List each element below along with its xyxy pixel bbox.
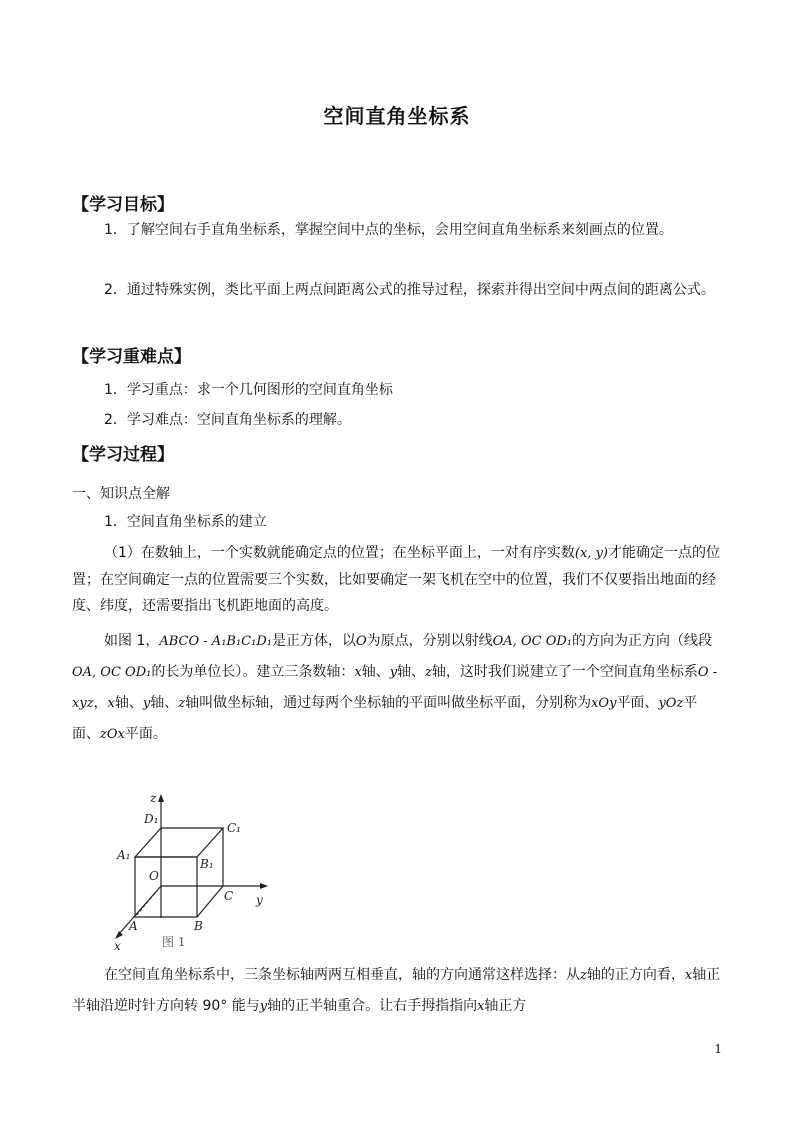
page-title: 空间直角坐标系	[323, 104, 471, 128]
section-heading-keypoints: 【学习重难点】	[72, 347, 191, 367]
z-arrow	[158, 794, 164, 802]
label-y: y	[256, 893, 263, 907]
paragraph-2: 如图 1，ABCO - A₁B₁C₁D₁是正方体，以O为原点，分别以射线OA, OC OD₁的方向为正方向（线段OA, OC OD₁的长为单位长）。建立三条数轴：x轴、y轴、z轴，这时我们说建立了一个空间直角坐标系O - xyz，x轴、y轴、z轴叫做坐标轴，通过每两个坐标轴的平面叫做坐标平面，分别称为xOy平面、yOz平面、zOx平面。	[72, 633, 718, 742]
label-d1: D₁	[144, 812, 159, 826]
cube-figure	[104, 790, 284, 955]
label-z: z	[150, 791, 157, 805]
cube-front-face	[135, 857, 197, 917]
paragraph-1: （1）在数轴上，一个实数就能确定点的位置；在坐标平面上，一对有序实数(x, y)才能确定一点的位置；在空间确定一点的位置需要三个实数，比如要确定一架飞机在空中的位置，我们不仅要指出地面的经度、纬度，还需要指出飞机距地面的高度。	[72, 545, 720, 614]
page-number: 1	[714, 1042, 722, 1056]
label-c1: C₁	[227, 821, 241, 835]
label-o: O	[149, 869, 159, 883]
section-heading-goals: 【学习目标】	[72, 195, 174, 215]
keypoint-item-2: 2．学习难点：空间直角坐标系的理解。	[104, 412, 351, 428]
goal-item-2: 2．通过特殊实例，类比平面上两点间距离公式的推导过程，探索并得出空间中两点间的距离公式。	[104, 282, 715, 298]
label-b1: B₁	[200, 857, 214, 871]
hidden-edge-oa	[135, 886, 161, 917]
figure-caption: 图 1	[162, 935, 186, 949]
label-a1: A₁	[117, 848, 131, 862]
cube-right-edges	[197, 828, 223, 917]
cube-top-face	[135, 828, 223, 857]
section-heading-process: 【学习过程】	[72, 445, 174, 465]
x-arrow	[115, 931, 123, 939]
label-x: x	[114, 939, 121, 953]
y-arrow	[260, 883, 268, 889]
label-b: B	[194, 919, 203, 933]
x-axis	[118, 886, 161, 935]
label-c: C	[224, 889, 234, 903]
label-a: A	[129, 919, 138, 933]
goal-item-1: 1．了解空间右手直角坐标系，掌握空间中点的坐标，会用空间直角坐标系来刻画点的位置。	[104, 222, 673, 238]
subheading-knowledge: 一、知识点全解	[72, 486, 170, 502]
keypoint-item-1: 1．学习重点：求一个几何图形的空间直角坐标	[104, 382, 393, 398]
paragraph-3: 在空间直角坐标系中，三条坐标轴两两互相垂直，轴的方向通常这样选择：从z轴的正方向看，x轴正半轴沿逆时针方向转 90° 能与y轴的正半轴重合。让右手拇指指向x轴正方	[72, 967, 721, 1014]
subheading-coordinate-system: 1．空间直角坐标系的建立	[104, 514, 267, 530]
